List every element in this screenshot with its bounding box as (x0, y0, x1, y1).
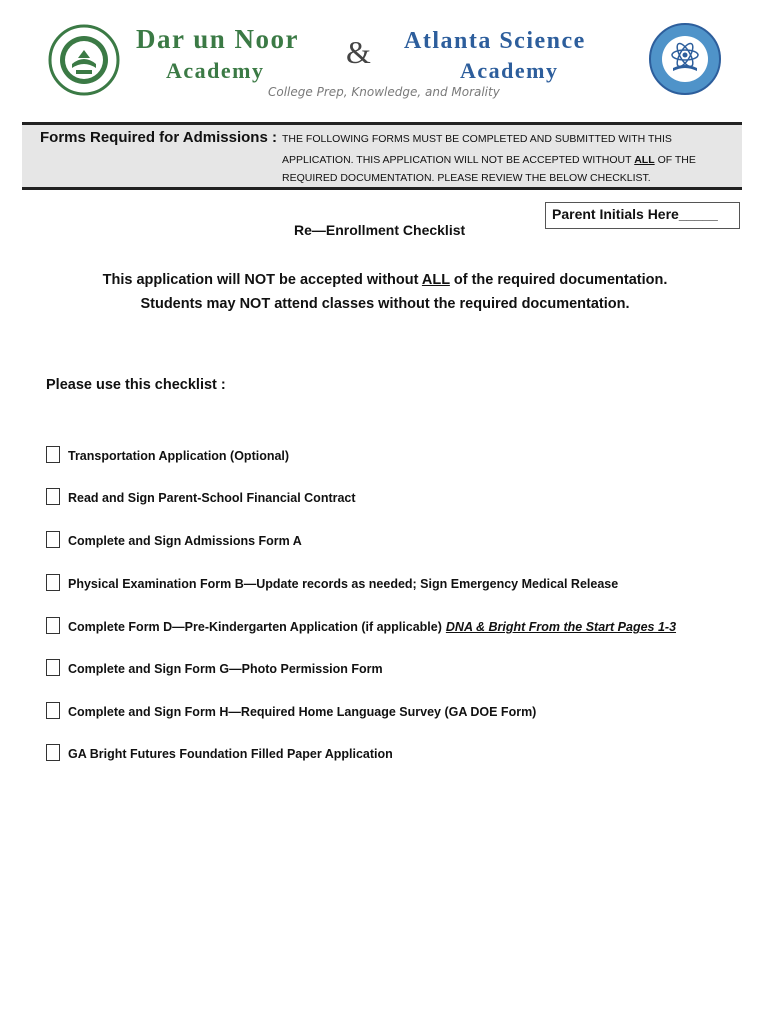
warning-line-1-start: This application will NOT be accepted without (102, 272, 419, 288)
banner-line-1: THE FOLLOWING FORMS MUST BE COMPLETED AND SUBMITTED WITH THIS (282, 133, 672, 145)
banner-title: Forms Required for Admissions : (40, 129, 277, 146)
checkbox[interactable] (46, 488, 60, 505)
checklist-item-admissions-form-a (46, 526, 302, 548)
forms-required-banner (22, 122, 742, 190)
checklist-item-transportation (46, 441, 289, 463)
warning-emphasis: ALL (421, 272, 450, 288)
checkbox[interactable] (46, 574, 60, 591)
warning-line-2: Students may NOT attend classes without the required documentation. (140, 296, 630, 312)
checklist-item-photo-form-g (46, 654, 383, 676)
banner-line-2 (282, 154, 696, 166)
right-school-academy: Academy (460, 58, 559, 83)
warning-line-1 (0, 272, 770, 288)
dar-un-noor-seal-logo (48, 24, 120, 96)
dna-bright-from-the-start-link[interactable]: DNA & Bright From the Start Pages 1-3 (445, 620, 677, 634)
checkbox[interactable] (46, 617, 60, 634)
checkbox[interactable] (46, 702, 60, 719)
checklist-item-label: Transportation Application (Optional) (68, 449, 290, 463)
checklist-item-label: Complete and Sign Form H—Required Home Language Survey (GA DOE Form) (68, 705, 537, 719)
checklist-item-bright-futures (46, 739, 393, 761)
checklist-item-pre-k-form-d (46, 612, 676, 634)
left-school-name: Dar un Noor (136, 24, 300, 54)
checklist-item-language-form-h (46, 697, 536, 719)
checklist-item-physical-form-b (46, 569, 618, 591)
checkbox[interactable] (46, 659, 60, 676)
ampersand: & (346, 34, 373, 70)
right-school-name: Atlanta Science (404, 28, 586, 54)
atlanta-science-academy-seal-logo (648, 22, 722, 96)
warning-line-1-end: of the required documentation. (453, 272, 668, 288)
banner-line-2-emphasis: ALL (634, 154, 655, 166)
checkbox[interactable] (46, 446, 60, 463)
checkbox[interactable] (46, 531, 60, 548)
checklist-item-label: Complete and Sign Admissions Form A (68, 534, 302, 548)
banner-line-3: REQUIRED DOCUMENTATION. PLEASE REVIEW THE BELOW CHECKLIST. (282, 172, 651, 184)
checklist-item-label: GA Bright Futures Foundation Filled Paper Application (68, 747, 393, 761)
parent-initials-field[interactable]: Parent Initials Here_____ (545, 202, 740, 229)
tagline: College Prep, Knowledge, and Morality (268, 85, 500, 99)
checklist-instructions: Please use this checklist : (46, 377, 226, 393)
banner-line-2-start: APPLICATION. THIS APPLICATION WILL NOT BE ACCEPTED WITHOUT (282, 154, 632, 166)
checklist-item-financial-contract (46, 483, 356, 505)
checklist-item-label: Complete and Sign Form G—Photo Permission Form (68, 662, 383, 676)
checkbox[interactable] (46, 744, 60, 761)
banner-line-2-end: OF THE (657, 154, 696, 166)
checklist-item-label: Read and Sign Parent-School Financial Contract (68, 491, 356, 505)
checklist-item-label: Physical Examination Form B—Update records as needed; Sign Emergency Medical Release (68, 577, 619, 591)
left-school-academy: Academy (166, 58, 265, 83)
checklist-item-label: Complete Form D—Pre-Kindergarten Application (if applicable) (68, 620, 442, 634)
checklist-title: Re—Enrollment Checklist (294, 222, 466, 238)
